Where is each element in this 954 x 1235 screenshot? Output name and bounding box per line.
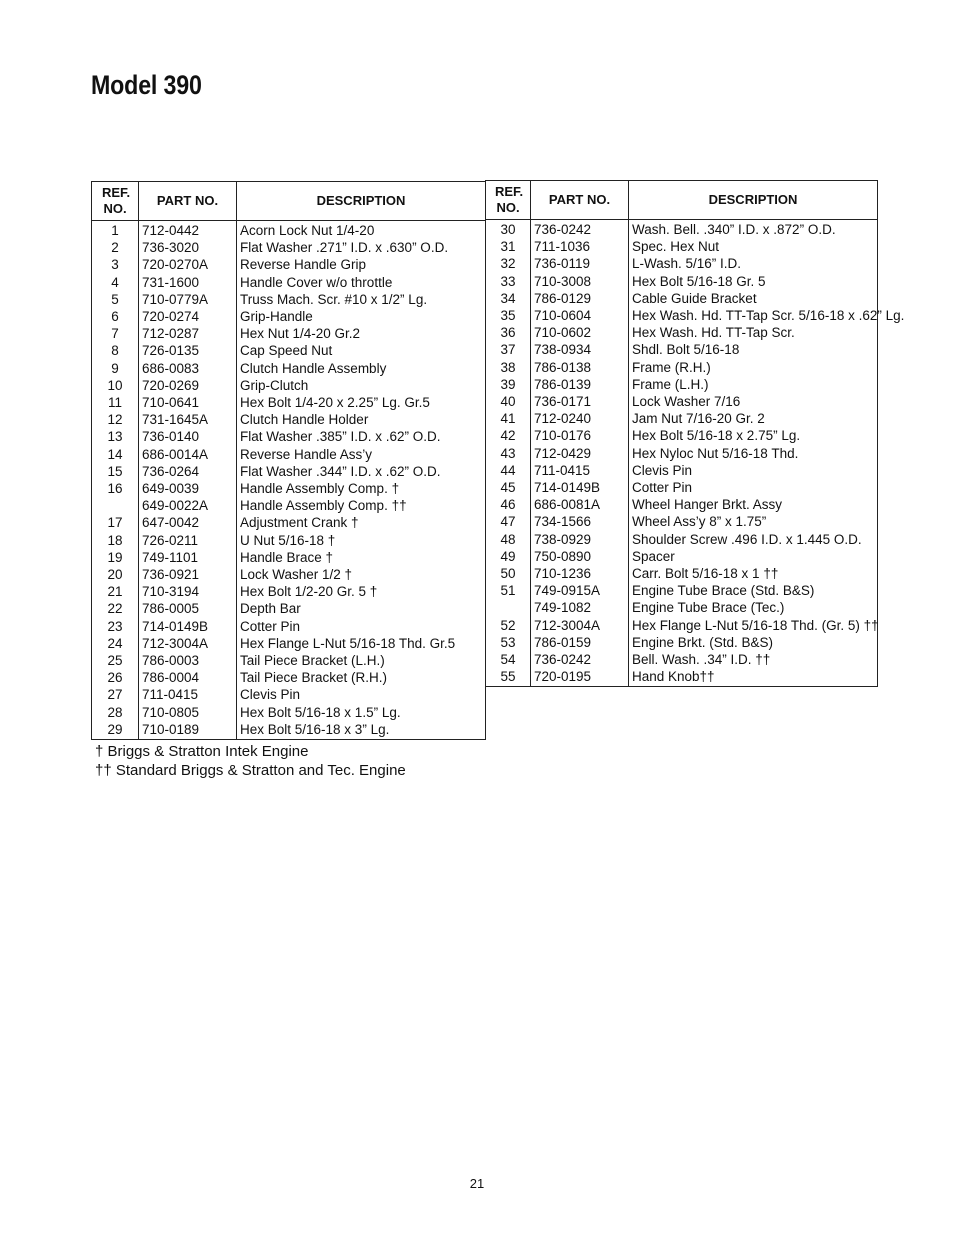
desc-cell: Engine Tube Brace (Tec.) [629,599,878,616]
table-row [92,600,486,617]
desc-cell: Clevis Pin [629,462,878,479]
ref-cell: 46 [486,496,531,513]
desc-cell: Hex Nut 1/4-20 Gr.2 [237,325,486,342]
ref-cell: 36 [486,324,531,341]
desc-cell: Adjustment Crank † [237,514,486,531]
desc-cell: Handle Brace † [237,549,486,566]
table-row [92,532,486,549]
part-cell: 786-0139 [531,376,629,393]
desc-cell: Reverse Handle Grip [237,256,486,273]
part-cell: 786-0129 [531,290,629,307]
part-cell: 786-0138 [531,359,629,376]
part-cell: 749-0915A [531,582,629,599]
part-cell: 736-0921 [139,566,237,583]
table-row [486,617,878,634]
part-cell: 736-0171 [531,393,629,410]
desc-cell: Hex Wash. Hd. TT-Tap Scr. [629,324,878,341]
ref-cell: 38 [486,359,531,376]
ref-cell: 9 [92,360,139,377]
part-cell: 710-0176 [531,427,629,444]
ref-cell: 23 [92,618,139,635]
part-cell: 736-3020 [139,239,237,256]
desc-cell: Wheel Ass’y 8” x 1.75” [629,513,878,530]
table-row [486,427,878,444]
parts-table-left [91,181,486,740]
ref-cell: 32 [486,255,531,272]
table-row [486,634,878,651]
table-row [486,307,878,324]
page-number: 21 [469,1176,485,1191]
ref-cell: 42 [486,427,531,444]
table-row [486,220,878,239]
table-row [92,428,486,445]
table-row [486,359,878,376]
table-row [486,273,878,290]
ref-cell: 34 [486,290,531,307]
part-cell: 710-0805 [139,704,237,721]
desc-cell: Cap Speed Nut [237,342,486,359]
desc-cell: Hex Flange L-Nut 5/16-18 Thd. (Gr. 5) †† [629,617,878,634]
table-row [92,686,486,703]
ref-cell: 41 [486,410,531,427]
part-cell: 710-3008 [531,273,629,290]
part-cell: 750-0890 [531,548,629,565]
ref-cell: 47 [486,513,531,530]
ref-cell: 17 [92,514,139,531]
part-cell: 711-0415 [531,462,629,479]
table-row [486,393,878,410]
ref-cell: 48 [486,531,531,548]
desc-cell: Hex Nyloc Nut 5/16-18 Thd. [629,445,878,462]
col-ref-header: REF. NO. [92,182,139,221]
ref-cell: 22 [92,600,139,617]
part-cell: 736-0119 [531,255,629,272]
part-cell: 720-0269 [139,377,237,394]
ref-cell: 49 [486,548,531,565]
table-row [92,652,486,669]
desc-cell: Tail Piece Bracket (L.H.) [237,652,486,669]
table-row [486,582,878,599]
desc-cell: Hex Bolt 5/16-18 x 1.5” Lg. [237,704,486,721]
desc-cell: Jam Nut 7/16-20 Gr. 2 [629,410,878,427]
ref-cell: 25 [92,652,139,669]
desc-cell: L-Wash. 5/16” I.D. [629,255,878,272]
desc-cell: Hand Knob†† [629,668,878,687]
table-row [486,462,878,479]
desc-cell: Carr. Bolt 5/16-18 x 1 †† [629,565,878,582]
col-ref-header: REF. NO. [486,181,531,220]
desc-cell: Clevis Pin [237,686,486,703]
ref-cell: 33 [486,273,531,290]
part-cell: 749-1101 [139,549,237,566]
table-row [486,651,878,668]
ref-cell: 2 [92,239,139,256]
desc-cell: Engine Tube Brace (Std. B&S) [629,582,878,599]
desc-cell: Cable Guide Bracket [629,290,878,307]
table-row [92,480,486,497]
part-cell: 712-0240 [531,410,629,427]
desc-cell: Depth Bar [237,600,486,617]
desc-cell: Grip-Handle [237,308,486,325]
desc-cell: Flat Washer .271” I.D. x .630” O.D. [237,239,486,256]
ref-cell: 6 [92,308,139,325]
part-cell: 714-0149B [531,479,629,496]
ref-cell: 45 [486,479,531,496]
desc-cell: Engine Brkt. (Std. B&S) [629,634,878,651]
col-desc-header: DESCRIPTION [629,181,878,220]
ref-cell: 5 [92,291,139,308]
part-cell: 712-0442 [139,221,237,240]
desc-cell: Frame (R.H.) [629,359,878,376]
table-row [486,479,878,496]
part-cell: 736-0242 [531,220,629,239]
ref-cell: 13 [92,428,139,445]
part-cell: 736-0140 [139,428,237,445]
desc-cell: Hex Wash. Hd. TT-Tap Scr. 5/16-18 x .62” Lg. [629,307,878,324]
part-cell: 731-1645A [139,411,237,428]
table-row [92,256,486,273]
desc-cell: Clutch Handle Holder [237,411,486,428]
part-cell: 720-0270A [139,256,237,273]
table-row [92,394,486,411]
desc-cell: Hex Bolt 1/2-20 Gr. 5 † [237,583,486,600]
table-row [92,221,486,240]
part-cell: 736-0264 [139,463,237,480]
table-row [486,238,878,255]
part-cell: 720-0274 [139,308,237,325]
table-row [92,446,486,463]
footnote: † Briggs & Stratton Intek Engine [95,743,309,760]
desc-cell: Grip-Clutch [237,377,486,394]
ref-cell: 44 [486,462,531,479]
table-row [92,566,486,583]
table-row [92,377,486,394]
part-cell: 786-0003 [139,652,237,669]
table-row [486,513,878,530]
table-row [92,497,486,514]
desc-cell: Bell. Wash. .34” I.D. †† [629,651,878,668]
desc-cell: Hex Bolt 5/16-18 Gr. 5 [629,273,878,290]
footnotes [95,743,406,780]
ref-cell: 11 [92,394,139,411]
ref-cell: 52 [486,617,531,634]
ref-cell: 53 [486,634,531,651]
table-row [486,548,878,565]
desc-cell: Spacer [629,548,878,565]
table-row [486,668,878,687]
part-cell: 712-0287 [139,325,237,342]
desc-cell: Handle Assembly Comp. †† [237,497,486,514]
table-row [486,255,878,272]
part-cell: 786-0005 [139,600,237,617]
desc-cell: Cotter Pin [237,618,486,635]
part-cell: 712-3004A [531,617,629,634]
ref-cell: 8 [92,342,139,359]
ref-cell: 43 [486,445,531,462]
ref-cell: 29 [92,721,139,740]
table-row [92,325,486,342]
table-row [92,618,486,635]
table-row [92,721,486,740]
parts-table-right [485,180,905,687]
part-cell: 711-1036 [531,238,629,255]
page-title: Model 390 [91,70,202,100]
ref-cell: 37 [486,341,531,358]
table-row [92,274,486,291]
ref-cell: 35 [486,307,531,324]
table-row [92,411,486,428]
part-cell: 734-1566 [531,513,629,530]
ref-cell: 20 [92,566,139,583]
part-cell: 786-0004 [139,669,237,686]
ref-cell: 27 [92,686,139,703]
table-row [92,635,486,652]
ref-cell: 50 [486,565,531,582]
desc-cell: Flat Washer .385” I.D. x .62” O.D. [237,428,486,445]
part-cell: 720-0195 [531,668,629,687]
table-row [92,514,486,531]
part-cell: 714-0149B [139,618,237,635]
ref-cell: 1 [92,221,139,240]
table-row [92,360,486,377]
desc-cell: Tail Piece Bracket (R.H.) [237,669,486,686]
part-cell: 786-0159 [531,634,629,651]
table-row [92,463,486,480]
part-cell: 686-0014A [139,446,237,463]
ref-cell: 19 [92,549,139,566]
col-part-header: PART NO. [139,182,237,221]
ref-cell: 40 [486,393,531,410]
table-row [92,291,486,308]
desc-cell: Hex Bolt 5/16-18 x 3” Lg. [237,721,486,740]
part-cell: 686-0083 [139,360,237,377]
table-row [486,496,878,513]
part-cell: 710-0779A [139,291,237,308]
part-cell: 726-0211 [139,532,237,549]
part-cell: 738-0934 [531,341,629,358]
table-row [486,531,878,548]
ref-cell: 30 [486,220,531,239]
desc-cell: Truss Mach. Scr. #10 x 1/2” Lg. [237,291,486,308]
part-cell: 710-0604 [531,307,629,324]
ref-cell: 15 [92,463,139,480]
desc-cell: U Nut 5/16-18 † [237,532,486,549]
table-row [92,704,486,721]
part-cell: 726-0135 [139,342,237,359]
part-cell: 731-1600 [139,274,237,291]
desc-cell: Shoulder Screw .496 I.D. x 1.445 O.D. [629,531,878,548]
part-cell: 711-0415 [139,686,237,703]
desc-cell: Handle Assembly Comp. † [237,480,486,497]
desc-cell: Spec. Hex Nut [629,238,878,255]
desc-cell: Clutch Handle Assembly [237,360,486,377]
ref-cell: 26 [92,669,139,686]
ref-cell: 18 [92,532,139,549]
col-desc-header: DESCRIPTION [237,182,486,221]
table-row [92,583,486,600]
ref-cell: 51 [486,582,531,599]
col-part-header: PART NO. [531,181,629,220]
ref-cell: 21 [92,583,139,600]
ref-cell: 12 [92,411,139,428]
desc-cell: Handle Cover w/o throttle [237,274,486,291]
desc-cell: Wash. Bell. .340” I.D. x .872” O.D. [629,220,878,239]
footnote: †† Standard Briggs & Stratton and Tec. Engine [95,761,406,779]
desc-cell: Hex Bolt 1/4-20 x 2.25” Lg. Gr.5 [237,394,486,411]
desc-cell: Lock Washer 7/16 [629,393,878,410]
part-cell: 710-0641 [139,394,237,411]
table-row [92,342,486,359]
ref-cell: 16 [92,480,139,497]
part-cell: 738-0929 [531,531,629,548]
desc-cell: Acorn Lock Nut 1/4-20 [237,221,486,240]
part-cell: 649-0039 [139,480,237,497]
ref-cell: 28 [92,704,139,721]
ref-cell: 31 [486,238,531,255]
ref-cell: 39 [486,376,531,393]
table-row [92,239,486,256]
ref-cell: 3 [92,256,139,273]
ref-cell: 54 [486,651,531,668]
table-row [486,341,878,358]
desc-cell: Hex Flange L-Nut 5/16-18 Thd. Gr.5 [237,635,486,652]
ref-cell: 24 [92,635,139,652]
desc-cell: Lock Washer 1/2 † [237,566,486,583]
ref-cell: 10 [92,377,139,394]
part-cell: 647-0042 [139,514,237,531]
part-cell: 710-3194 [139,583,237,600]
table-row [92,549,486,566]
table-row [92,669,486,686]
desc-cell: Reverse Handle Ass’y [237,446,486,463]
table-row [486,324,878,341]
table-row [486,290,878,307]
table-row [486,445,878,462]
part-cell: 712-3004A [139,635,237,652]
desc-cell: Flat Washer .344” I.D. x .62” O.D. [237,463,486,480]
ref-cell [486,599,531,616]
desc-cell: Hex Bolt 5/16-18 x 2.75” Lg. [629,427,878,444]
desc-cell: Shdl. Bolt 5/16-18 [629,341,878,358]
ref-cell: 7 [92,325,139,342]
part-cell: 710-0189 [139,721,237,740]
part-cell: 649-0022A [139,497,237,514]
part-cell: 686-0081A [531,496,629,513]
table-row [486,410,878,427]
desc-cell: Wheel Hanger Brkt. Assy [629,496,878,513]
desc-cell: Frame (L.H.) [629,376,878,393]
part-cell: 710-1236 [531,565,629,582]
desc-cell: Cotter Pin [629,479,878,496]
ref-cell: 55 [486,668,531,687]
part-cell: 736-0242 [531,651,629,668]
table-row [92,308,486,325]
part-cell: 710-0602 [531,324,629,341]
table-row [486,599,878,616]
part-cell: 749-1082 [531,599,629,616]
ref-cell: 14 [92,446,139,463]
part-cell: 712-0429 [531,445,629,462]
table-row [486,565,878,582]
ref-cell [92,497,139,514]
table-row [486,376,878,393]
ref-cell: 4 [92,274,139,291]
